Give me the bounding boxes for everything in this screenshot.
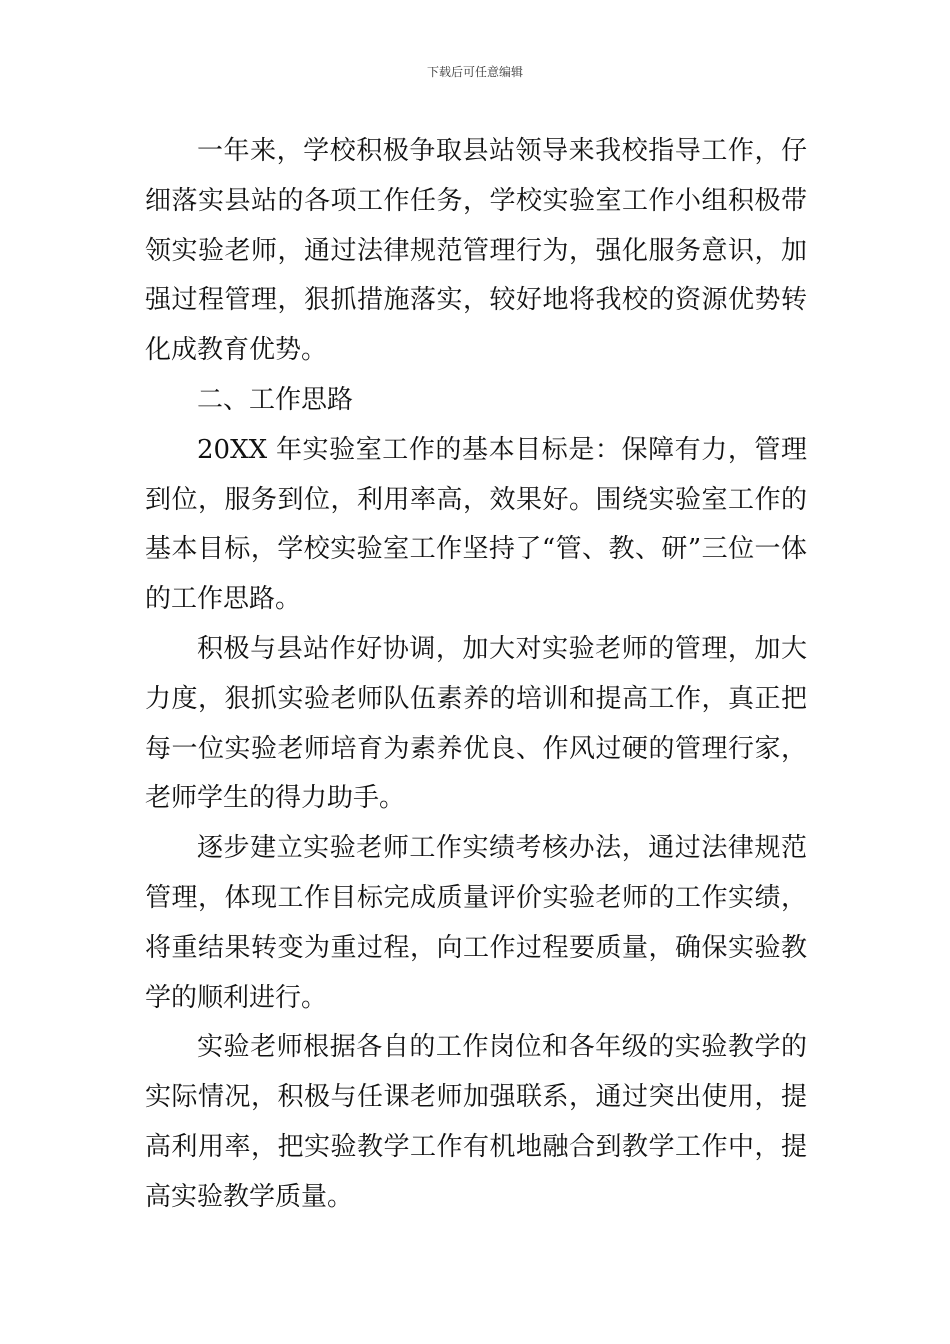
document-body <box>145 127 807 1223</box>
paragraph-assessment: 逐步建立实验老师工作实绩考核办法，通过法律规范管理，体现工作目标完成质量评价实验老师的工作实绩，将重结果转变为重过程，向工作过程要质量，确保实验教学的顺利进行。 <box>145 833 807 1013</box>
section-heading: 二、工作思路 <box>197 384 354 415</box>
paragraph-coordination: 积极与县站作好协调，加大对实验老师的管理，加大力度，狠抓实验老师队伍素养的培训和提高工作，真正把每一位实验老师培育为素养优良、作风过硬的管理行家，老师学生的得力助手。 <box>145 633 807 814</box>
paragraph-teaching: 实验老师根据各自的工作岗位和各年级的实验教学的实际情况，积极与任课老师加强联系，通过突出使用，提高利用率，把实验教学工作有机地融合到教学工作中，提高实验教学质量。 <box>145 1032 807 1212</box>
paragraph-intro: 一年来，学校积极争取县站领导来我校指导工作，仔细落实县站的各项工作任务，学校实验室工作小组积极带领实验老师，通过法律规范管理行为，强化服务意识，加强过程管理，狠抓措施落实，较好地将我校的资源优势转化成教育优势。 <box>145 136 807 366</box>
page-header: 下载后可任意编辑 <box>426 65 523 79</box>
paragraph-goals: 20XX 年实验室工作的基本目标是：保障有力，管理到位，服务到位，利用率高，效果好。围绕实验室工作的基本目标，学校实验室工作坚持了“管、教、研”三位一体的工作思路。 <box>145 434 807 615</box>
